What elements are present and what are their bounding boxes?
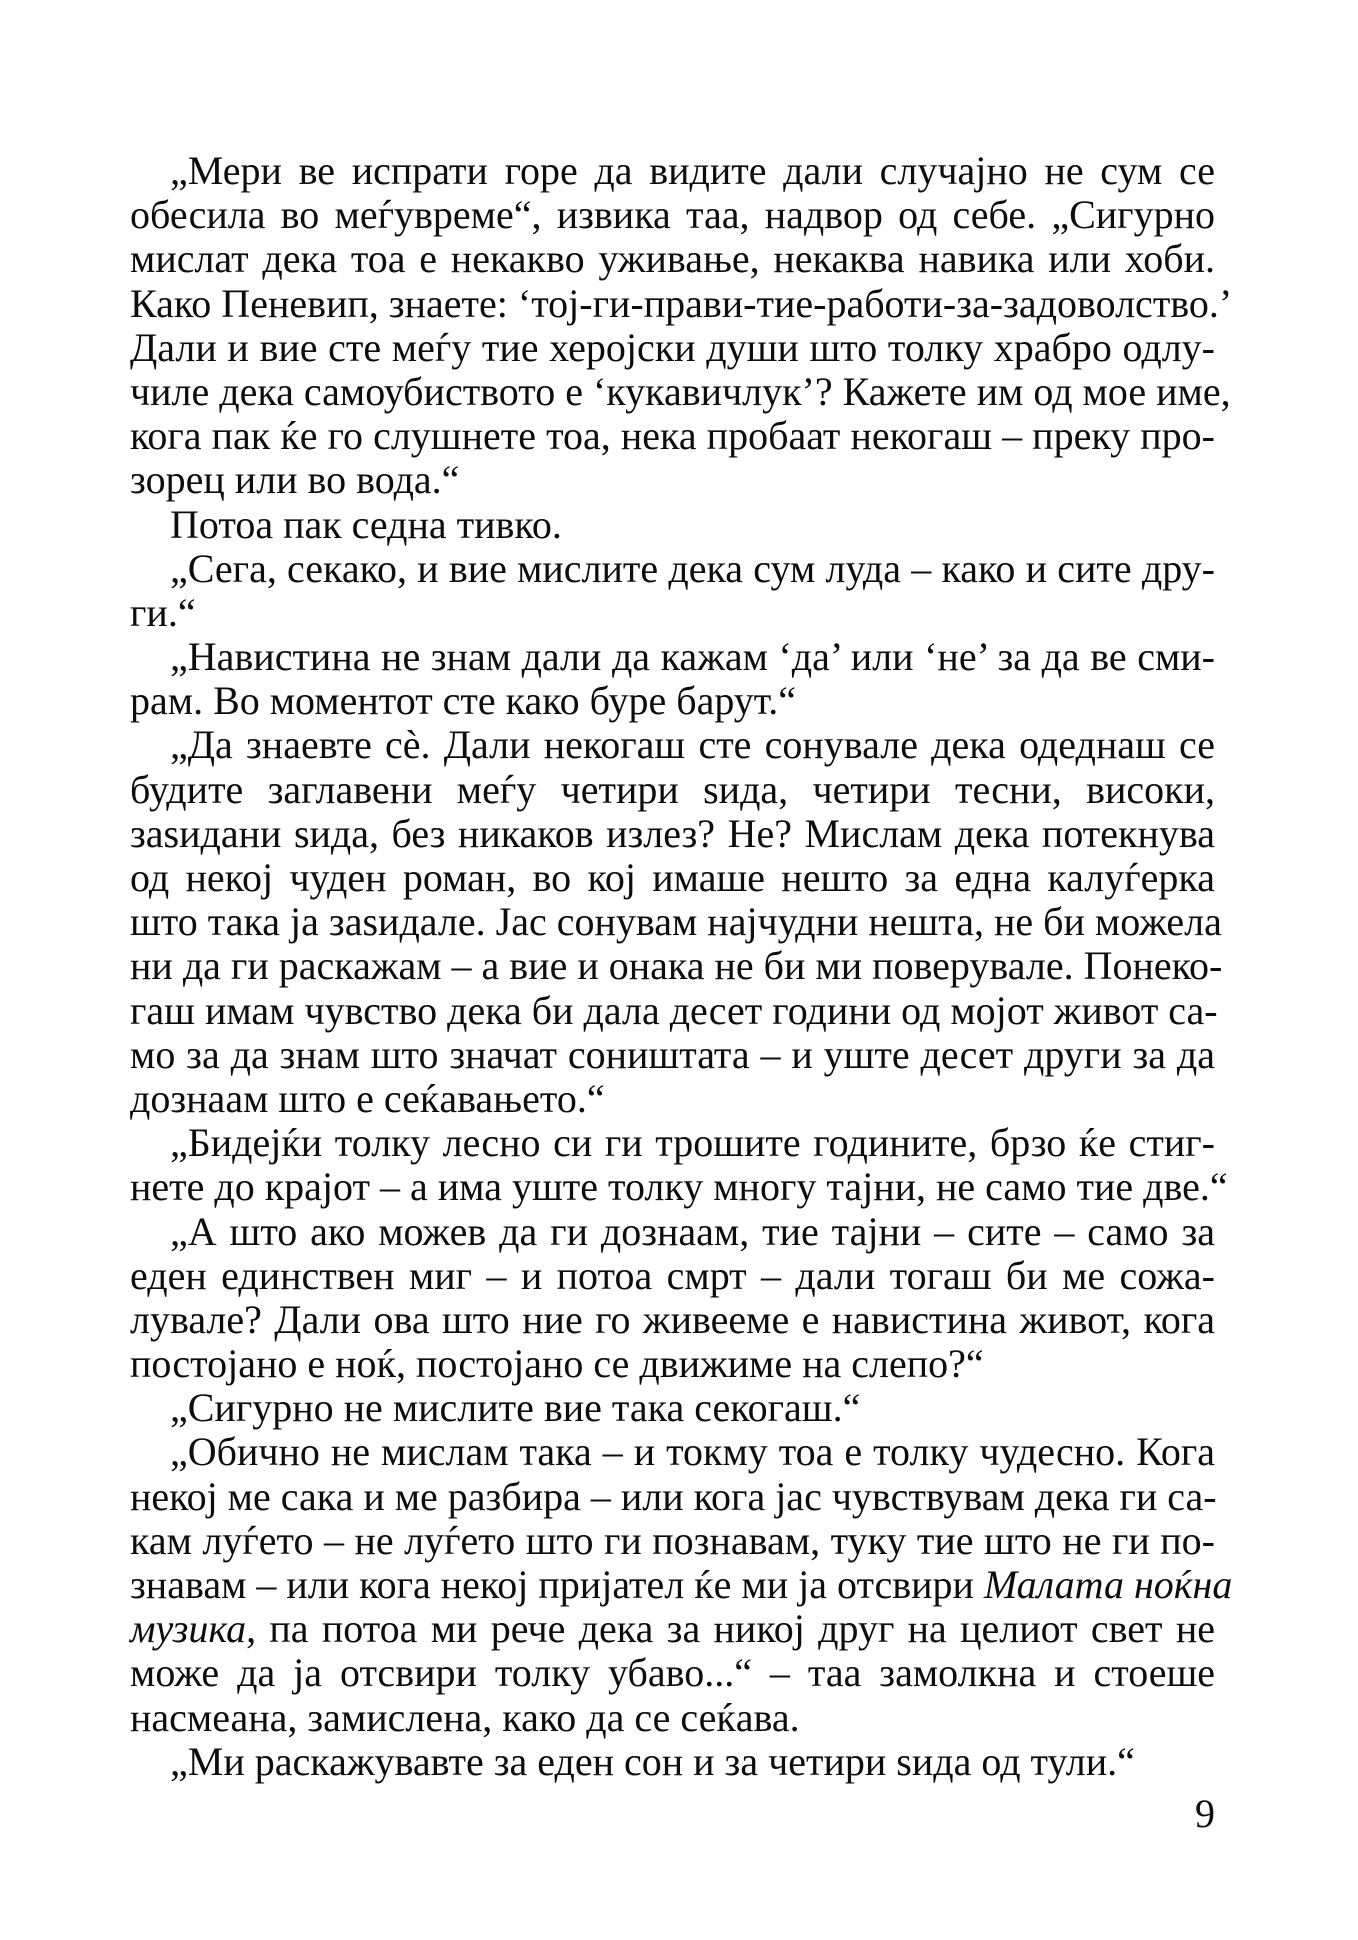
text-line: мо за да знам што значат соништата – и уште десет други за да [130,1031,1215,1077]
page-text-block [130,148,1233,1784]
text-line: заѕидани ѕида, без никаков излез? Не? Мислам дека потекнува [130,810,1215,856]
paragraph [130,1740,1215,1784]
paragraph [130,722,1223,1121]
text-line: може да ја отсвири толку убаво...“ – таа замолкна и стоеше [130,1650,1215,1696]
paragraph [130,1429,1233,1740]
text-line: Потоа пак седна тивко. [170,501,562,547]
text-line: нете до крајот – а има уште толку многу тајни, не само тие две.“ [130,1164,1228,1210]
text-line: зорец или во вода.“ [130,457,460,503]
text-line: „Бидејќи толку лесно си ги трошите годините, брзо ќе стиг- [170,1120,1215,1166]
text-line: музика, па потоа ми рече дека за никој друг на целиот свет не [130,1606,1215,1652]
paragraph [130,1210,1215,1387]
text-line: постојано е ноќ, постојано се движиме на слепо?“ [130,1341,984,1387]
italic-text: Малата ноќна [983,1562,1233,1607]
paragraph [130,503,1215,547]
text-line: „Да знаевте сѐ. Дали некогаш сте сонувале дека одеднаш се [170,722,1215,768]
text-line: од некој чуден роман, во кој имаше нешто за една калуѓерка [130,855,1215,900]
text-line: „Ми раскажувавте за еден сон и за четири ѕида од тули.“ [170,1738,1135,1784]
paragraph [130,148,1233,503]
text-line: ги.“ [130,589,196,635]
paragraph [130,1386,1215,1430]
text-line: Како Пеневип, знаете: ‘тој-ги-прави-тие-работи-за-задоволство.’ [130,280,1233,326]
text-line: чиле дека самоубиството е ‘кукавичлук’? Кажете им од мое име, [130,368,1231,414]
text-line: дознаам што е сеќавањето.“ [130,1075,605,1121]
text-line: кога пак ќе го слушнете тоа, нека пробаат некогаш – преку про- [130,413,1215,459]
paragraph [130,635,1215,723]
text-line: Дали и вие сте меѓу тие херојски души што толку храбро одлу- [130,324,1215,370]
text-line: кам луѓето – не луѓето што ги познавам, туку тие што не ги по- [130,1517,1215,1563]
text-line: гаш имам чувство дека би дала десет години од мојот живот са- [130,987,1218,1033]
text-line: „Обично не мислам така – и токму тоа е толку чудесно. Кога [170,1429,1215,1475]
paragraph [130,547,1215,635]
text-line: еден единствен миг – и потоа смрт – дали тогаш би ме сожа- [130,1252,1215,1298]
text-line: „Навистина не знам дали да кажам ‘да’ или ‘не’ за да ве сми- [170,634,1215,680]
text-line: „А што ако можев да ги дознаам, тие тајни – сите – само за [170,1208,1215,1254]
text-line: будите заглавени меѓу четири ѕида, четири тесни, високи, [130,766,1215,812]
text-line: лувале? Дали ова што ние го живееме е навистина живот, кога [130,1296,1215,1342]
text-line: „Сигурно не мислите вие така секогаш.“ [170,1385,861,1431]
text-line: мислат дека тоа е некакво уживање, некаква навика или хоби. [130,236,1215,282]
text-line: што така ја заѕидале. Јас сонувам најчудни нешта, не би можела [130,899,1222,945]
text-line: обесила во меѓувреме“, извика таа, надвор од себе. „Сигурно [130,192,1215,238]
text-line: некој ме сака и ме разбира – или кога јас чувствувам дека ги са- [130,1473,1217,1519]
paragraph [130,1120,1228,1210]
italic-text: музика [130,1606,247,1652]
text-line: ни да ги раскажам – а вие и онака не би ми поверувале. Понеко- [130,943,1223,989]
text-line: „Сега, секако, и вие мислите дека сум луда – како и сите дру- [170,545,1215,591]
text-line: рам. Во моментот сте како буре барут.“ [130,678,797,724]
text-line: знавам – или кога некој пријател ќе ми ја отсвири Малата ноќна [130,1562,1233,1607]
text-line: „Мери ве испрати горе да видите дали случајно не сум се [170,148,1215,193]
page-number: 9 [1195,1791,1215,1836]
text-line: насмеана, замислена, како да се сеќава. [130,1694,800,1740]
